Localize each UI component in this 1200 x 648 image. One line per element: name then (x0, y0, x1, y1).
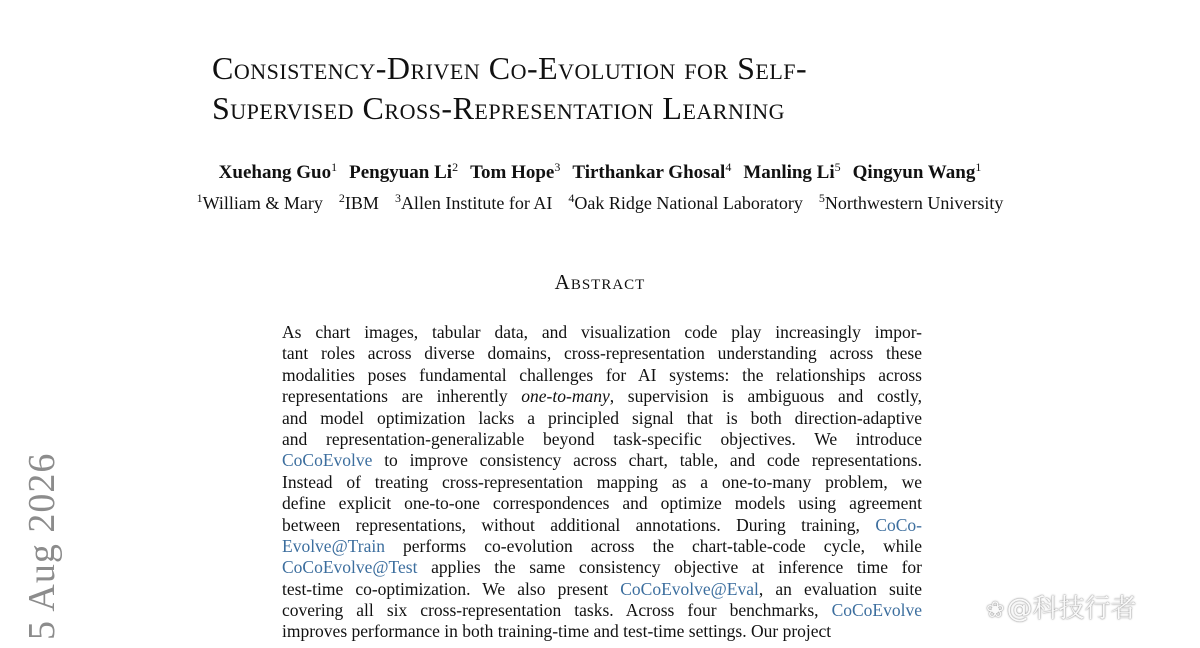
abstract-text: and model optimization lacks a principled signal that is both direction-adaptive (282, 407, 922, 428)
author-name: Qingyun Wang (852, 162, 976, 183)
abstract-line (282, 408, 922, 429)
method-name-link[interactable]: CoCoEvolve (831, 600, 922, 621)
abstract-text: covering all six cross-representation tasks. Across four benchmarks, (282, 600, 832, 621)
abstract-line (282, 322, 922, 343)
affiliation-2 (339, 193, 379, 213)
abstract-text: representations are inherently (282, 386, 522, 407)
watermark-text: @科技行者 (1006, 594, 1137, 624)
abstract-text: , supervision is ambiguous and costly, (609, 386, 922, 407)
affiliation-name: Northwestern University (824, 193, 1004, 213)
author-1 (219, 162, 337, 183)
affiliation-name: Allen Institute for AI (400, 193, 553, 213)
abstract-text: test-time co-optimization. We also present (282, 578, 621, 599)
abstract-text: tant roles across diverse domains, cross-representation understanding across these (282, 343, 922, 364)
title-line-2: Supervised Cross-Representation Learning (212, 90, 785, 126)
affiliation-5 (819, 193, 1003, 213)
author-list (0, 160, 1200, 184)
abstract-text: Instead of treating cross-representation mapping as a one-to-many problem, we (282, 471, 922, 492)
author-affiliation-mark: 5 (834, 160, 841, 174)
author-3 (470, 162, 560, 183)
affiliation-name: IBM (344, 193, 379, 213)
abstract-line (282, 429, 922, 450)
flower-icon: ❀ (986, 598, 1005, 623)
affiliation-list (0, 191, 1200, 214)
method-name-link[interactable]: CoCo- (875, 514, 922, 535)
affiliation-number: 2 (338, 191, 345, 205)
affiliation-number: 3 (394, 191, 401, 205)
abstract-line (282, 472, 922, 493)
author-5 (743, 162, 840, 183)
abstract-text: modalities poses fundamental challenges for AI systems: the relationships across (282, 364, 922, 385)
method-name-link[interactable]: Evolve@Train (282, 535, 385, 556)
abstract-line (282, 621, 922, 642)
abstract-line (282, 557, 922, 578)
paper-title (212, 48, 1012, 128)
abstract-text: and representation-generalizable beyond task-specific objectives. We introduce (282, 428, 922, 449)
affiliation-name: William & Mary (202, 193, 323, 213)
author-affiliation-mark: 1 (331, 160, 338, 174)
affiliation-number: 5 (818, 191, 825, 205)
author-name: Pengyuan Li (349, 162, 453, 183)
abstract-text: As chart images, tabular data, and visualization code play increasingly impor- (282, 322, 922, 342)
affiliation-name: Oak Ridge National Laboratory (574, 193, 803, 213)
affiliation-number: 1 (196, 191, 203, 205)
emphasis-text: one-to-many (521, 386, 610, 407)
author-2 (349, 162, 458, 183)
affiliation-number: 4 (568, 191, 575, 205)
abstract-line (282, 536, 922, 557)
abstract-body (282, 322, 922, 643)
author-6 (853, 162, 982, 183)
affiliation-1 (197, 193, 323, 213)
author-affiliation-mark: 2 (452, 160, 459, 174)
abstract-text: to improve consistency across chart, table, and code representations. (372, 450, 922, 471)
method-name-link[interactable]: CoCoEvolve@Eval (620, 578, 759, 599)
abstract-line (282, 579, 922, 600)
affiliation-4 (568, 193, 802, 213)
abstract-line (282, 450, 922, 471)
abstract-line (282, 515, 922, 536)
author-name: Tirthankar Ghosal (572, 162, 726, 183)
author-name: Xuehang Guo (218, 162, 332, 183)
abstract-line (282, 343, 922, 364)
method-name-link[interactable]: CoCoEvolve (282, 450, 373, 471)
abstract-text: performs co-evolution across the chart-table-code cycle, while (384, 535, 922, 556)
author-name: Manling Li (743, 162, 835, 183)
author-affiliation-mark: 1 (975, 160, 982, 174)
method-name-link[interactable]: CoCoEvolve@Test (282, 557, 418, 578)
title-line-1: Consistency-Driven Co-Evolution for Self- (212, 50, 808, 86)
abstract-text: between representations, without additional annotations. During training, (282, 514, 876, 535)
abstract-line (282, 493, 922, 514)
abstract-text: define explicit one-to-one correspondences and optimize models using agreement (282, 493, 922, 514)
abstract-text: , an evaluation suite (758, 578, 922, 599)
author-4 (572, 162, 731, 183)
abstract-line (282, 365, 922, 386)
author-affiliation-mark: 3 (554, 160, 561, 174)
author-name: Tom Hope (470, 162, 555, 183)
abstract-line (282, 600, 922, 621)
abstract-line (282, 386, 922, 407)
affiliation-3 (395, 193, 552, 213)
abstract-text: improves performance in both training-time and test-time settings. Our project (282, 621, 832, 642)
abstract-text: applies the same consistency objective at inference time for (417, 557, 922, 578)
watermark (986, 588, 1136, 625)
author-affiliation-mark: 4 (725, 160, 732, 174)
abstract-heading: Abstract (554, 270, 646, 294)
arxiv-date-stamp: 5 Aug 2026 (21, 452, 63, 640)
